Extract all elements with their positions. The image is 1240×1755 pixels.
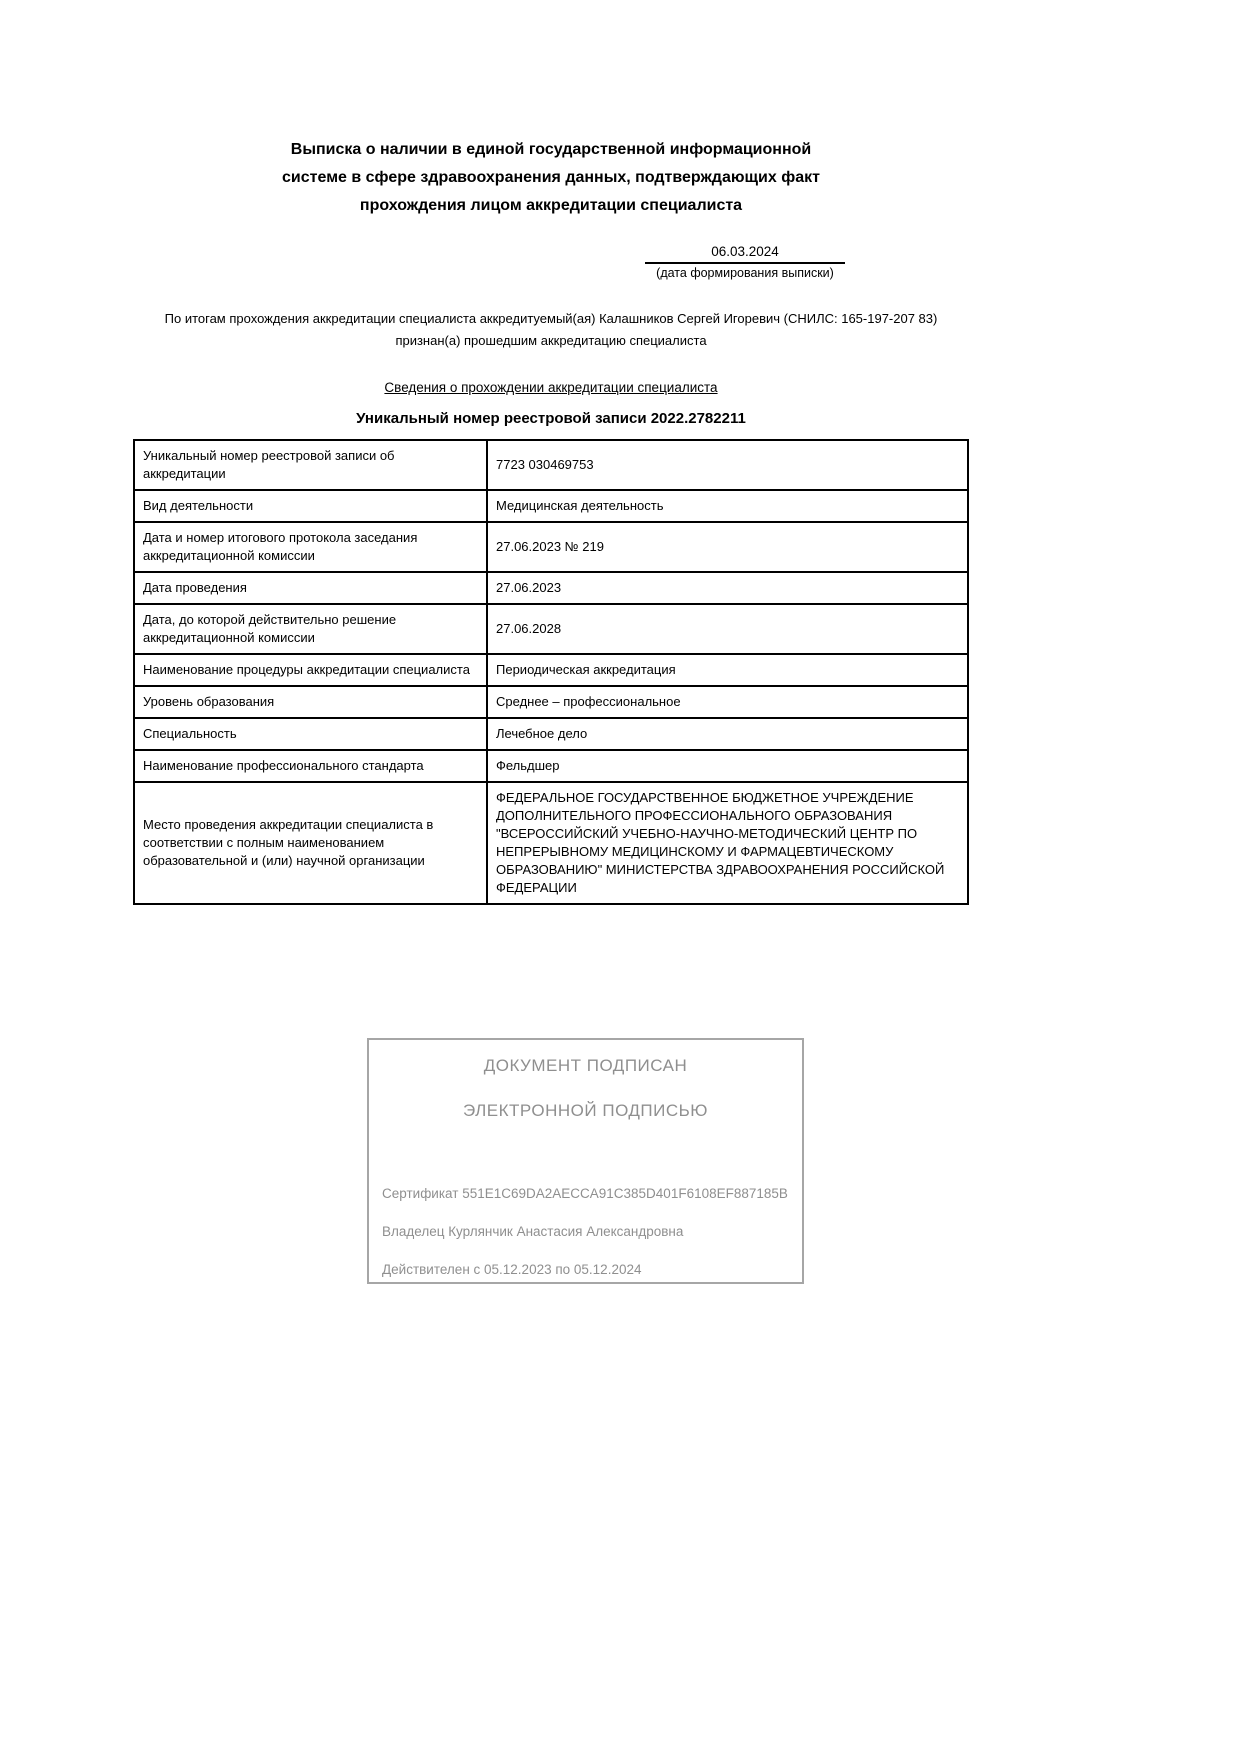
field-label-cell: Наименование процедуры аккредитации специалиста [134,654,487,686]
intro-line-2: признан(а) прошедшим аккредитацию специалиста [395,333,707,348]
owner-line: Владелец Курлянчик Анастасия Александровна [382,1224,684,1239]
signature-title-line-2: ЭЛЕКТРОННОЙ ПОДПИСЬЮ [463,1101,708,1120]
registry-number-heading: Уникальный номер реестровой записи 2022.2782211 [356,410,746,427]
field-value-cell: 27.06.2023 № 219 [487,522,968,572]
field-value-cell: ФЕДЕРАЛЬНОЕ ГОСУДАРСТВЕННОЕ БЮДЖЕТНОЕ УЧРЕЖДЕНИЕ ДОПОЛНИТЕЛЬНОГО ПРОФЕССИОНАЛЬНОГО ОБРАЗОВАНИЯ "ВСЕРОССИЙСКИЙ УЧЕБНО-НАУЧНО-МЕТОДИЧЕСКИЙ ЦЕНТР ПО НЕПРЕРЫВНОМУ МЕДИЦИНСКОМУ И ФАРМАЦЕВТИЧЕСКОМУ ОБРАЗОВАНИЮ" МИНИСТЕРСТВА ЗДРАВООХРАНЕНИЯ РОССИЙСКОЙ ФЕДЕРАЦИИ [487,782,968,904]
field-value-cell: Среднее – профессиональное [487,686,968,718]
formation-date: 06.03.2024 [645,244,845,264]
validity-line: Действителен с 05.12.2023 по 05.12.2024 [382,1262,642,1277]
formation-date-caption: (дата формирования выписки) [656,266,834,280]
table-row [134,654,968,686]
accreditation-table [133,439,969,905]
table-row [134,522,968,572]
page-title-line-1: Выписка о наличии в единой государственной информационной [290,141,812,158]
signature-box [367,1038,804,1284]
field-value-cell: Медицинская деятельность [487,490,968,522]
field-label-cell: Уровень образования [134,686,487,718]
field-label-cell: Место проведения аккредитации специалиста в соответствии с полным наименованием образовательной и (или) научной организации [134,782,487,904]
intro-paragraph [133,308,969,352]
field-value-cell: Периодическая аккредитация [487,654,968,686]
table-row [134,604,968,654]
field-value-cell: 27.06.2023 [487,572,968,604]
page-title-line-2: системе в сфере здравоохранения данных, подтверждающих факт [282,169,820,186]
table-row [134,490,968,522]
intro-line-1: По итогам прохождения аккредитации специалиста аккредитуемый(ая) Калашников Сергей Игоревич (СНИЛС: 165-197-207 83) [164,311,938,326]
field-label-cell: Дата, до которой действительно решение аккредитационной комиссии [134,604,487,654]
field-value-cell: 7723 030469753 [487,440,968,490]
field-label-cell: Уникальный номер реестровой записи об аккредитации [134,440,487,490]
field-label-cell: Дата и номер итогового протокола заседания аккредитационной комиссии [134,522,487,572]
table-row [134,750,968,782]
field-label-cell: Наименование профессионального стандарта [134,750,487,782]
formation-date-block [645,244,845,280]
table-row [134,718,968,750]
certificate-line: Сертификат 551E1C69DA2AECCA91C385D401F6108EF887185B [382,1186,788,1201]
table-row [134,572,968,604]
document-content [133,0,969,1284]
field-value-cell: 27.06.2028 [487,604,968,654]
table-row [134,440,968,490]
section-heading: Сведения о прохождении аккредитации специалиста [384,380,718,395]
field-value-cell: Лечебное дело [487,718,968,750]
table-row [134,686,968,718]
table-row [134,782,968,904]
field-label-cell: Специальность [134,718,487,750]
signature-title-line-1: ДОКУМЕНТ ПОДПИСАН [483,1056,688,1075]
field-label-cell: Дата проведения [134,572,487,604]
page-title [133,136,969,220]
field-value-cell: Фельдшер [487,750,968,782]
field-label-cell: Вид деятельности [134,490,487,522]
page-title-line-3: прохождения лицом аккредитации специалиста [359,197,743,214]
